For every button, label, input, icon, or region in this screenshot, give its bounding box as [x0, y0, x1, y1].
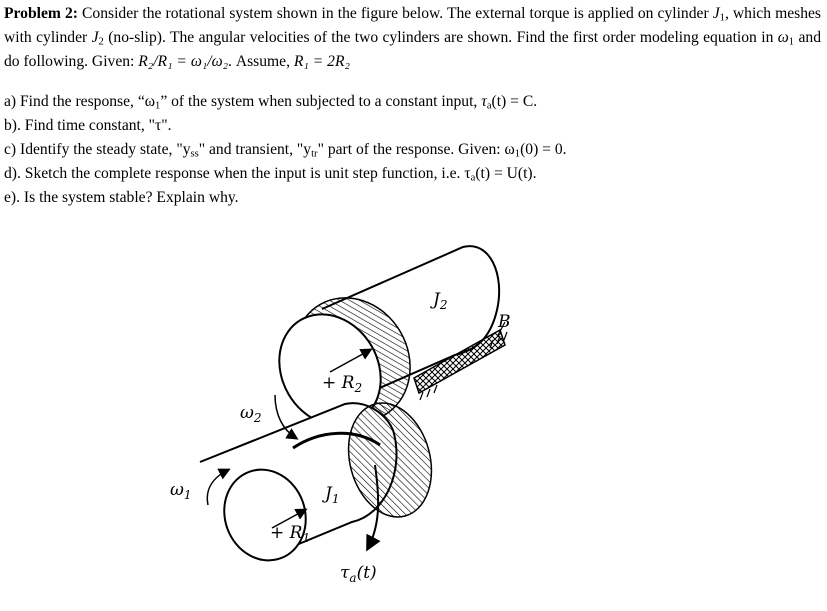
problem-text: and do following. Given:	[4, 29, 821, 70]
problem-text: , which meshes with cylinder	[4, 5, 821, 46]
label-b: B	[498, 312, 511, 332]
cylinder-j1	[200, 394, 444, 572]
symbol-tau: τ	[481, 93, 487, 110]
subscript: 2	[98, 36, 104, 48]
given-ratio: R₂/R₁ = ω₁/ω₂	[138, 53, 229, 70]
problem-text: Consider the rotational system shown in the figure below. The external torque is applied on cylinder	[77, 5, 713, 22]
assumption: R₁ = 2R₂	[293, 53, 350, 70]
subscript: 1	[788, 36, 795, 48]
label-j1: $J_1$	[325, 484, 340, 506]
text: " and transient, "y	[198, 141, 312, 158]
subscript: a	[470, 172, 476, 184]
subscript: 1	[514, 148, 521, 160]
text: (t) = U(t).	[475, 165, 537, 182]
text: d). Sketch the complete response when the input is unit step function, i.e. τ	[4, 165, 471, 182]
subscript: tr	[311, 148, 318, 160]
text: a) Find the response, “ω	[4, 93, 156, 110]
label-r1: + $R_1$	[270, 523, 311, 545]
problem-text: . Assume,	[228, 53, 294, 70]
symbol-j2: J	[91, 29, 99, 46]
label-r2: + $R_2$	[322, 373, 363, 395]
label-omega1: $\omega_1$	[170, 480, 192, 502]
label-omega2: $\omega_2$	[240, 403, 262, 425]
text: " part of the response. Given: ω	[317, 141, 515, 158]
text: ” of the system when subjected to a constant input,	[160, 93, 482, 110]
label-j2: $J_2$	[433, 290, 448, 312]
text: c) Identify the steady state, "y	[4, 141, 191, 158]
problem-text: (no-slip). The angular velocities of the two cylinders are shown. Find the first order modeling equation in	[103, 29, 778, 46]
symbol-omega: ω	[777, 29, 789, 46]
subscript: ss	[190, 148, 199, 160]
text: (t) = C.	[491, 93, 538, 110]
problem-heading: Problem 2:	[4, 5, 78, 22]
part-b: b). Find time constant, "τ".	[4, 117, 172, 134]
part-e: e). Is the system stable? Explain why.	[4, 189, 239, 206]
subscript: 1	[155, 100, 161, 112]
symbol-j1: J	[712, 5, 720, 22]
subscript: 1	[719, 12, 725, 24]
label-torque: $\tau_a(t)$	[340, 563, 377, 585]
subscript: a	[486, 100, 492, 112]
text: (0) = 0.	[520, 141, 567, 158]
